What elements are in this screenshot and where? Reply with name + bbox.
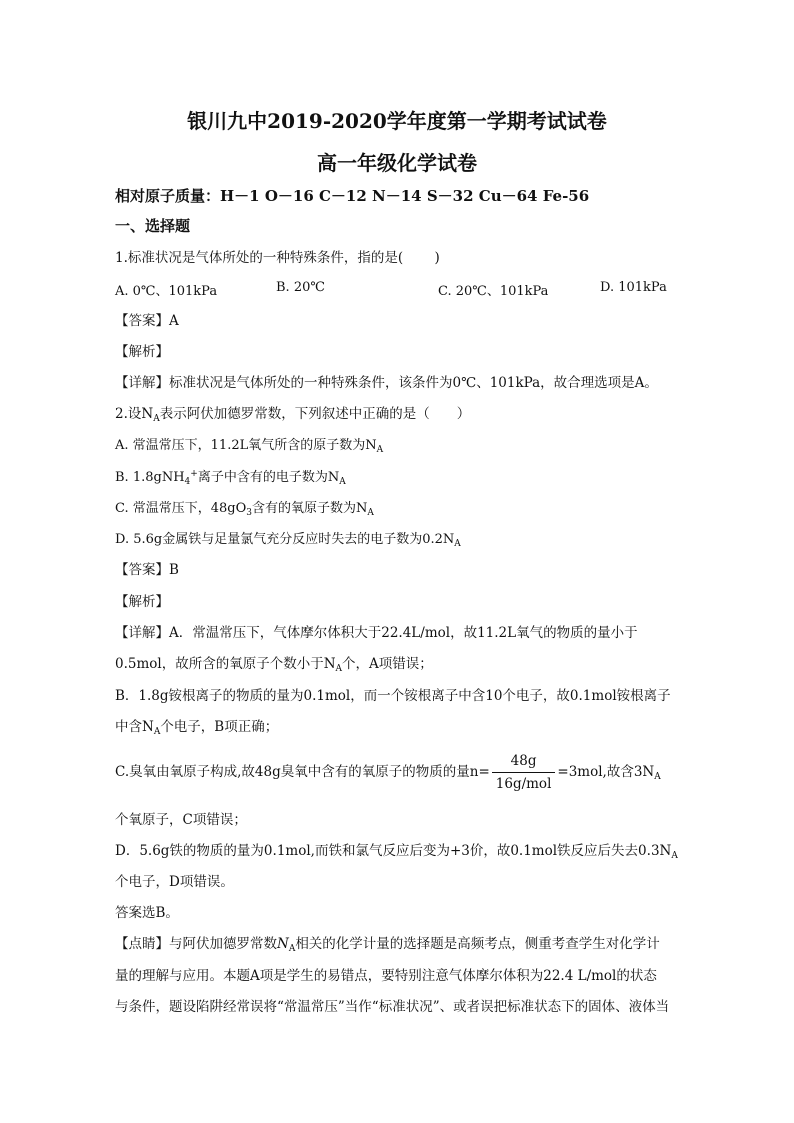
q1-option-c: C. 20℃、101kPa [438, 284, 549, 299]
fraction-numerator: 48g [492, 752, 556, 773]
fraction-denominator: 16g/mol [495, 776, 552, 792]
q2-detail-b-line2: 中含$N_A$个电子，B项正确； [115, 719, 279, 737]
exam-title: 银川九中2019-2020学年度第一学期考试试卷 [187, 109, 607, 133]
q2-analysis-heading: 【解析】 [115, 594, 169, 610]
q2-option-c: C. 常温常压下，$48gO_3$含有的氧原子数为$N_A$ [115, 501, 374, 518]
fraction [492, 752, 556, 793]
q2-stem: 2.设$N_A$表示阿伏加德罗常数，下列叙述中正确的是（ ） [115, 406, 471, 424]
q1-option-b: B. 20℃ [276, 280, 325, 295]
q2-point-line2: 量的理解与应用。本题A项是学生的易错点，要特别注意气体摩尔体积为22.4 L/mol的状态 [115, 968, 657, 984]
q2-conclusion: 答案选B。 [115, 905, 179, 921]
q2-option-d: D. 5.6g金属铁与足量氯气充分反应时失去的电子数为$0.2N_A$ [115, 532, 461, 549]
q1-answer: 【答案】A [115, 313, 179, 329]
exam-subtitle: 高一年级化学试卷 [317, 151, 477, 175]
q1-stem: 1.标准状况是气体所处的一种特殊条件，指的是( ) [115, 250, 440, 266]
q1-detail: 【详解】标准状况是气体所处的一种特殊条件，该条件为0℃、101kPa，故合理选项是A。 [115, 375, 658, 391]
atomic-masses: 相对原子质量：H－1 O－16 C－12 N－14 S－32 Cu－64 Fe-56 [115, 187, 590, 205]
q2-detail-c-line2: 个氧原子，C项错误； [115, 812, 247, 828]
q2-point-line1: 【点睛】与阿伏加德罗常数$N_A$相关的化学计量的选择题是高频考点，侧重考查学生对化学计 [115, 936, 660, 954]
section-heading: 一、选择题 [115, 217, 191, 235]
q2-option-a: A. 常温常压下，11.2L氧气所含的原子数为$N_A$ [115, 438, 384, 455]
q2-detail-b-line1: B．1.8g铵根离子的物质的量为0.1mol，而一个铵根离子中含10个电子，故0.1mol铵根离子 [115, 688, 671, 704]
q2-detail-d-line1: D．5.6g铁的物质的量为0.1mol,而铁和氯气反应后变为+3价，故0.1mol铁反应后失去$0.3N_A$ [115, 843, 678, 861]
q2-detail-d-line2: 个电子，D项错误。 [115, 874, 234, 890]
q1-analysis-heading: 【解析】 [115, 344, 169, 360]
q1-option-d: D. 101kPa [600, 280, 667, 295]
q2-detail-a-line2: 0.5mol，故所含的氧原子个数小于$N_A$个，A项错误； [115, 656, 433, 674]
q2-answer: 【答案】B [115, 562, 179, 578]
q2-option-b: B. 1.8gNH$_4$+离子中含有的电子数为$N_A$ [115, 469, 346, 487]
q1-option-a: A. 0℃、101kPa [115, 284, 218, 299]
q2-detail-a-line1: 【详解】A．常温常压下，气体摩尔体积大于22.4L/mol，故11.2L氧气的物质的量小于 [115, 625, 638, 641]
q2-point-line3: 与条件，题设陷阱经常误将“常温常压”当作“标准状况”、或者误把标准状态下的固体、液体当 [115, 999, 670, 1015]
q2-detail-c-line1: C.臭氧由氧原子构成,故48g臭氧中含有的氧原子的物质的量n= $\frac{48g}{\text{16g/mol}}$ =3mol,故含$3N_A$ [115, 753, 661, 792]
